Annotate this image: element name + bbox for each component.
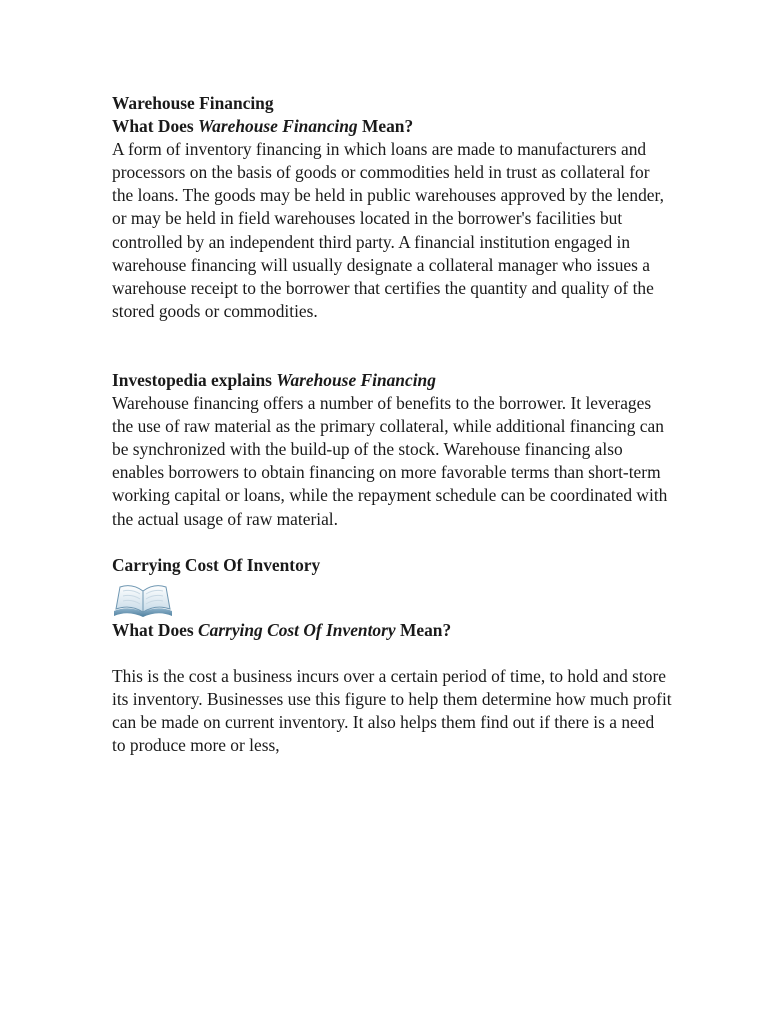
- definition-carrying-cost: This is the cost a business incurs over a certain period of time, to hold and store its inventory. Businesses use this figure to help them determine how much profit can be made on current inventory. It also helps them find out if there is a need to produce more or less,: [112, 665, 672, 756]
- question-heading-warehouse-financing: [112, 115, 672, 138]
- question-term: Warehouse Financing: [198, 116, 358, 137]
- explains-prefix: Investopedia explains: [112, 369, 277, 390]
- question-suffix: Mean?: [395, 619, 452, 640]
- explains-term: Warehouse Financing: [276, 369, 436, 390]
- spacer: [112, 642, 672, 665]
- explanation-warehouse-financing: Warehouse financing offers a number of benefits to the borrower. It leverages the use of raw material as the primary collateral, while additional financing can be synchronized with the build-up of the stock. Warehouse financing also enables borrowers to obtain financing on more favorable terms than short-term working capital or loans, while the repayment schedule can be coordinated with the actual usage of raw material.: [112, 393, 668, 529]
- open-book-icon: [112, 581, 174, 619]
- question-prefix: What Does: [112, 619, 198, 640]
- spacer: [112, 323, 672, 346]
- section-title-carrying-cost: Carrying Cost Of Inventory: [112, 554, 321, 575]
- question-suffix: Mean?: [357, 116, 414, 137]
- question-heading-carrying-cost: [112, 619, 672, 642]
- spacer: [112, 346, 672, 369]
- question-term: Carrying Cost Of Inventory: [198, 619, 396, 640]
- spacer: [112, 531, 672, 554]
- definition-warehouse-financing: A form of inventory financing in which loans are made to manufacturers and processors on the basis of goods or commodities held in trust as collateral for the loans. The goods may be held in public warehouses approved by the lender, or may be held in field warehouses located in the borrower's facilities but controlled by an independent third party. A financial institution engaged in warehouse financing will usually designate a collateral manager who issues a warehouse receipt to the borrower that certifies the quantity and quality of the stored goods or commodities.: [112, 139, 664, 321]
- section-title-warehouse-financing: Warehouse Financing: [112, 93, 274, 113]
- question-prefix: What Does: [112, 116, 198, 137]
- document-page: [112, 92, 672, 757]
- explains-heading-warehouse-financing: [112, 369, 672, 392]
